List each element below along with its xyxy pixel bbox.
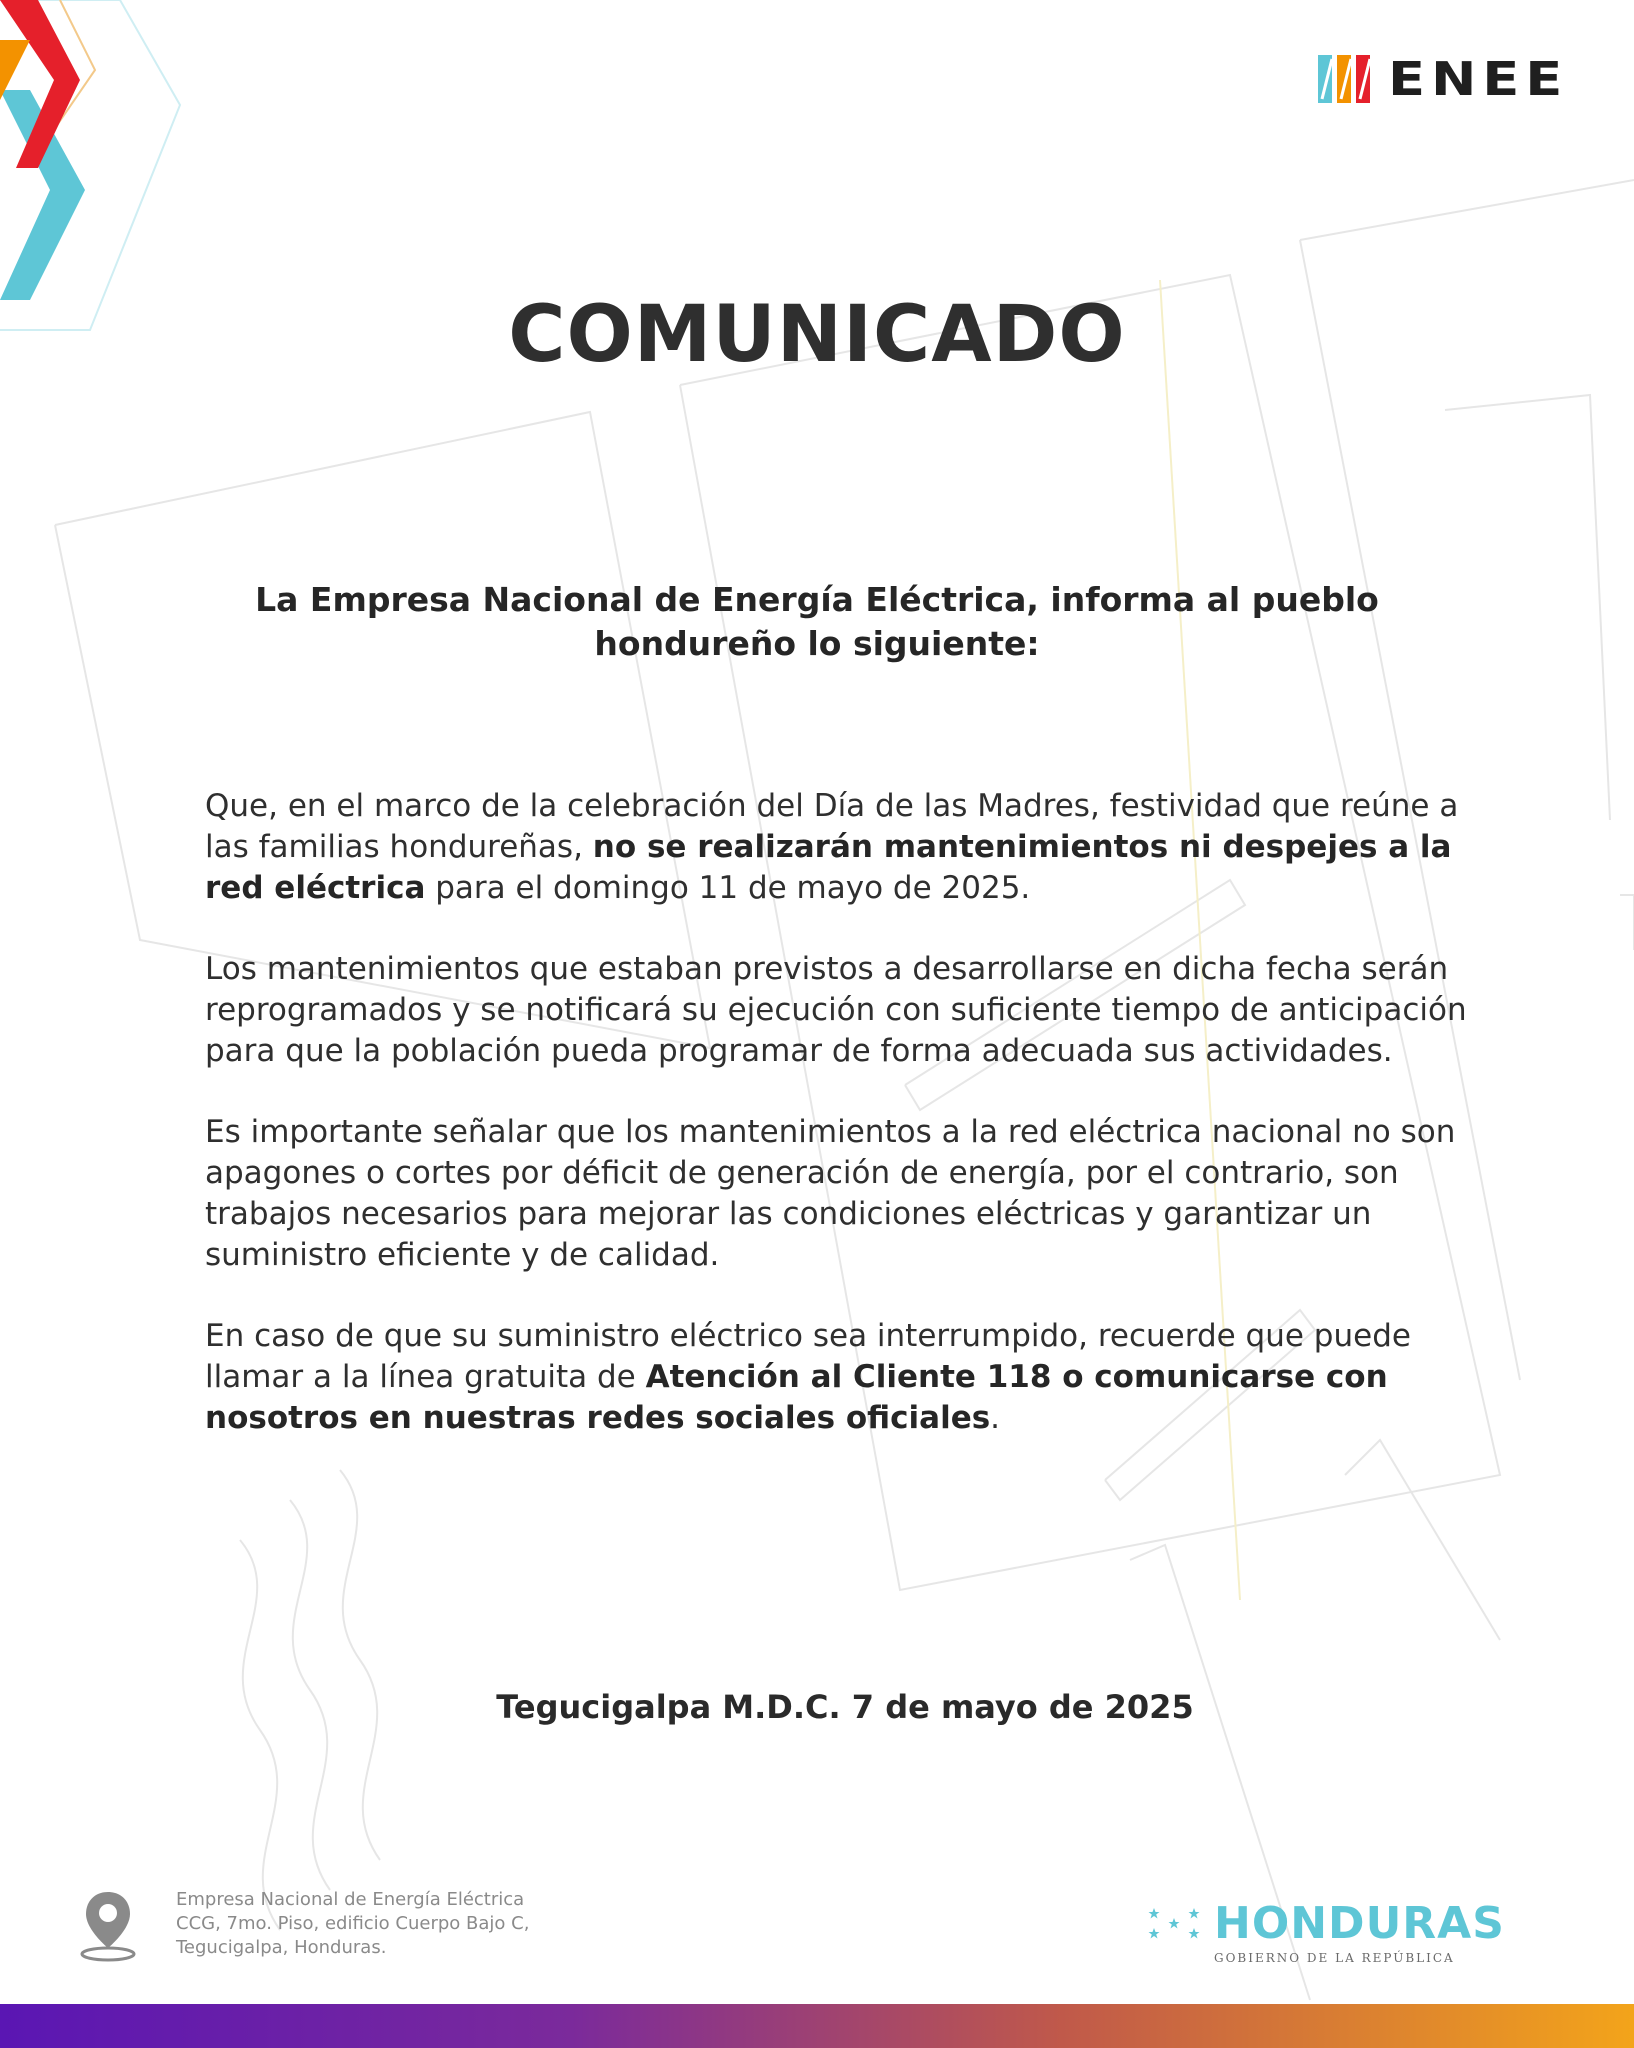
paragraph-2: Los mantenimientos que estaban previstos a desarrollarse en dicha fecha serán reprogramados y se notificará su ejecución con suficiente tiempo de anticipación para que la población pueda programar de forma adecuada sus actividades. — [205, 951, 1467, 1069]
paragraph-1 — [205, 786, 1495, 909]
address-line-1: Empresa Nacional de Energía Eléctrica — [176, 1889, 525, 1910]
government-tagline: GOBIERNO DE LA REPÚBLICA — [1214, 1951, 1455, 1965]
paragraph-4 — [205, 1316, 1495, 1439]
paragraph-1-bold: no se realizarán mantenimientos ni despejes a la red eléctrica — [205, 829, 1452, 906]
intro-line-1: La Empresa Nacional de Energía Eléctrica, informa al pueblo — [255, 580, 1379, 619]
bottom-gradient-bar — [0, 2004, 1634, 2048]
address-line-3: Tegucigalpa, Honduras. — [176, 1937, 387, 1958]
enee-logo — [1318, 52, 1569, 106]
corner-chevron-decoration — [0, 0, 200, 340]
address-lines — [176, 1888, 529, 1960]
paragraph-4-bold: Atención al Cliente 118 o comunicarse con nosotros en nuestras redes sociales oficiales — [205, 1359, 1388, 1436]
paragraph-3: Es importante señalar que los mantenimientos a la red eléctrica nacional no son apagones o cortes por déficit de generación de energía, por el contrario, son trabajos necesarios para mejorar las condiciones eléctricas y garantizar un suministro eficiente y de calidad. — [205, 1114, 1456, 1273]
paragraph-1-text: Que, en el marco de la celebración del Día de las Madres, festividad que reúne a las familias hondureñas, — [205, 788, 1459, 865]
stars-icon — [1148, 1904, 1204, 1944]
paragraph-1-end: para el domingo 11 de mayo de 2025. — [425, 870, 1031, 906]
place-and-date: Tegucigalpa M.D.C. 7 de mayo de 2025 — [496, 1688, 1194, 1726]
honduras-government-logo — [1148, 1898, 1505, 1965]
communique-body — [205, 786, 1495, 1479]
paragraph-4-end: . — [990, 1400, 1001, 1436]
footer-address — [80, 1888, 529, 1964]
enee-logo-text: ENEE — [1388, 52, 1569, 106]
honduras-wordmark: HONDURAS — [1214, 1898, 1505, 1949]
intro-statement — [205, 578, 1429, 666]
enee-emblem-icon — [1318, 55, 1370, 103]
location-pin-icon — [80, 1888, 136, 1964]
intro-line-2: hondureño lo siguiente: — [594, 624, 1040, 663]
paragraph-4-text: En caso de que su suministro eléctrico sea interrumpido, recuerde que puede llamar a la línea gratuita de — [205, 1318, 1411, 1395]
address-line-2: CCG, 7mo. Piso, edificio Cuerpo Bajo C, — [176, 1913, 530, 1934]
page-title: COMUNICADO — [508, 290, 1126, 380]
